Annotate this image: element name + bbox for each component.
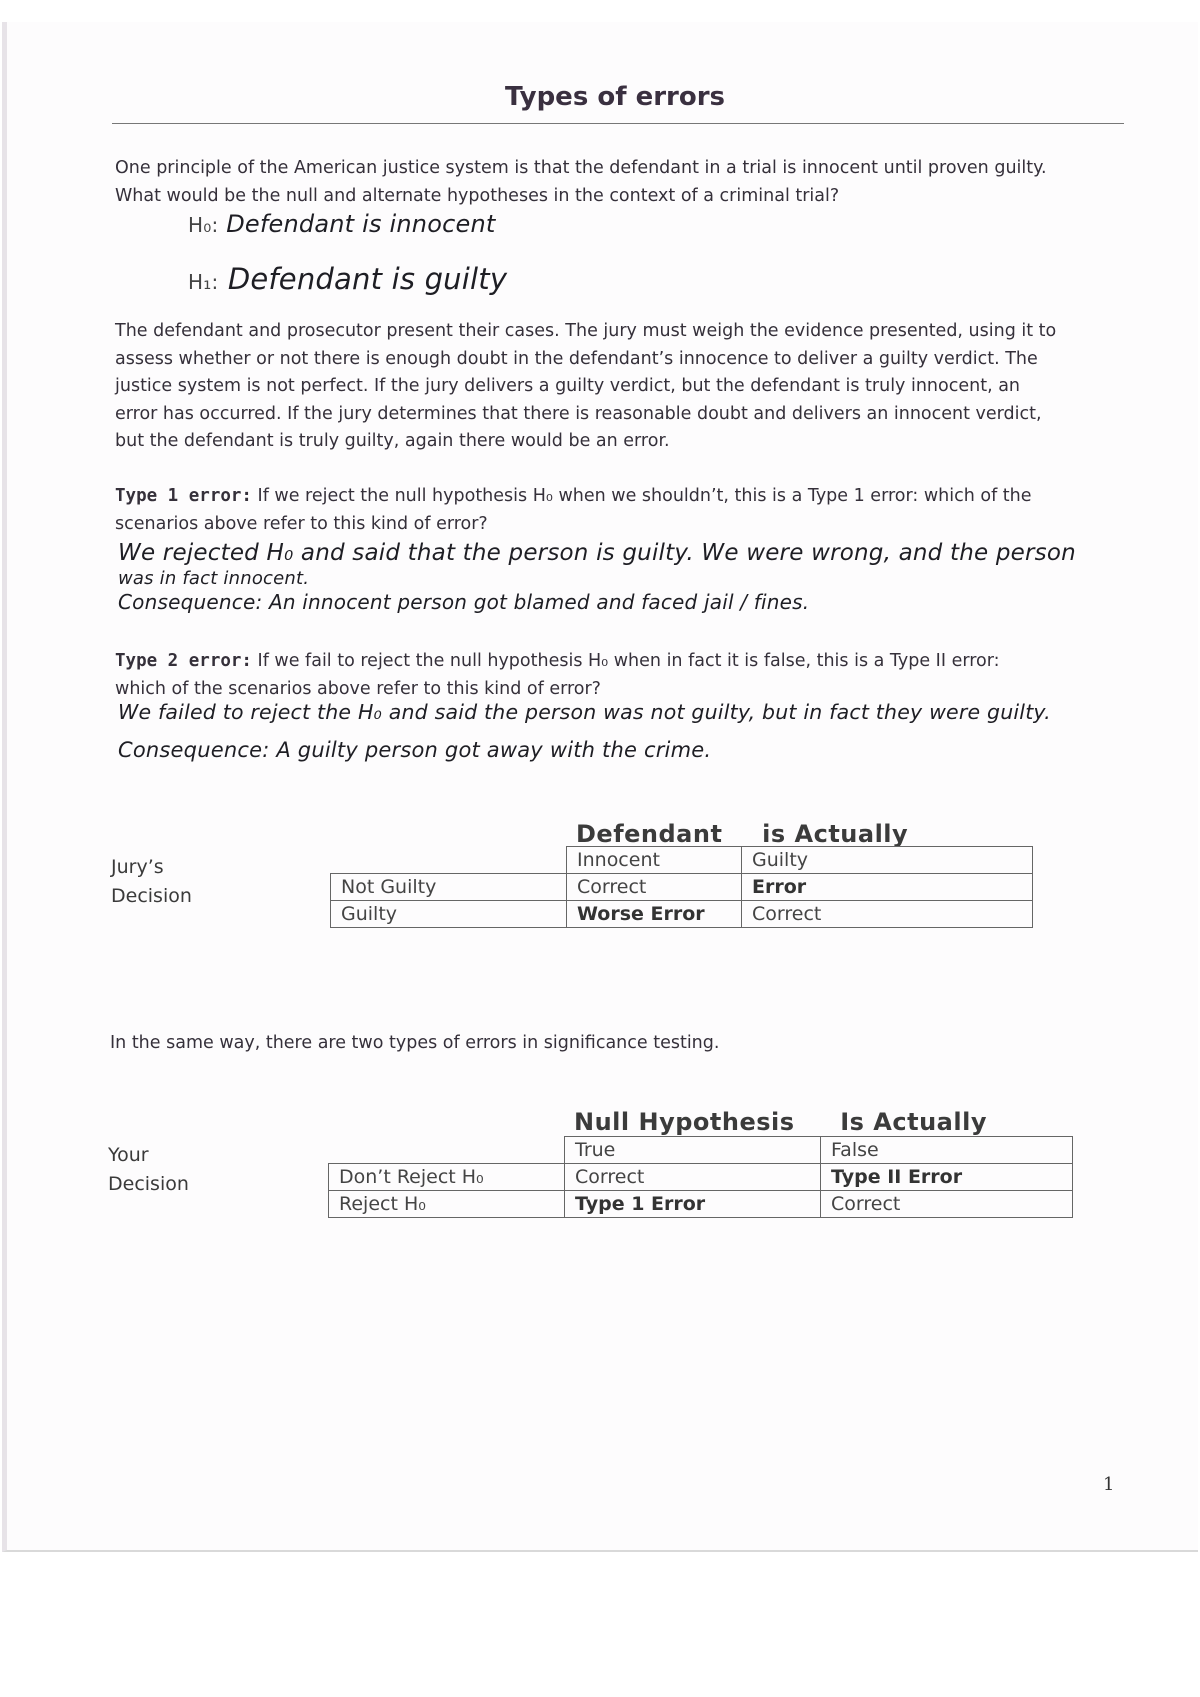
transition-text: In the same way, there are two types of errors in significance testing. xyxy=(110,1033,720,1053)
jury-side-label-line-1: Jury’s xyxy=(111,856,164,878)
table-cell: Error xyxy=(742,874,1033,901)
jury-table-header xyxy=(576,820,908,848)
jury-side-label xyxy=(111,853,192,911)
type2-question-line-1: If we fail to reject the null hypothesis H₀ when in fact it is false, this is a Type II error: xyxy=(251,651,1000,671)
table-corner xyxy=(331,847,567,874)
intro-line-1: One principle of the American justice system is that the defendant in a trial is innocent until proven guilty. xyxy=(115,158,1047,178)
type1-label: Type 1 error: xyxy=(115,486,252,506)
table-row xyxy=(329,1191,1073,1218)
table-row xyxy=(331,874,1033,901)
alternate-hypothesis xyxy=(188,262,507,296)
table-row xyxy=(331,847,1033,874)
page-number: 1 xyxy=(1103,1474,1115,1495)
hyp-side-label-line-1: Your xyxy=(108,1144,149,1166)
jury-col-guilty: Guilty xyxy=(742,847,1033,874)
h0-answer: Defendant is innocent xyxy=(226,210,496,238)
jury-col-innocent: Innocent xyxy=(567,847,742,874)
jury-side-label-line-2: Decision xyxy=(111,885,192,907)
table-cell: Correct xyxy=(821,1191,1073,1218)
jury-row-label: Guilty xyxy=(331,901,567,928)
type2-consequence: Consequence: A guilty person got away with the crime. xyxy=(118,738,712,762)
context-line-1: The defendant and prosecutor present their cases. The jury must weigh the evidence presented, using it to xyxy=(115,321,1057,341)
type2-question xyxy=(115,648,1125,703)
hypothesis-table-header xyxy=(574,1108,987,1136)
significance-test-table xyxy=(328,1136,1073,1218)
hyp-header-left: Null Hypothesis xyxy=(574,1108,795,1136)
table-cell: Type II Error xyxy=(821,1164,1073,1191)
hyp-side-label-line-2: Decision xyxy=(108,1173,189,1195)
h1-label: H₁: xyxy=(188,270,219,294)
type2-question-line-2: which of the scenarios above refer to this kind of error? xyxy=(115,678,601,699)
type1-answer-line-1: We rejected H₀ and said that the person is guilty. We were wrong, and the person xyxy=(118,540,1076,566)
table-cell: Worse Error xyxy=(567,901,742,928)
context-line-3: justice system is not perfect. If the jury delivers a guilty verdict, but the defendant is truly innocent, an xyxy=(115,376,1021,396)
null-hypothesis xyxy=(188,210,495,238)
type1-question-line-2: scenarios above refer to this kind of error? xyxy=(115,513,488,534)
hyp-col-true: True xyxy=(565,1137,821,1164)
type2-label: Type 2 error: xyxy=(115,651,252,671)
context-line-4: error has occurred. If the jury determines that there is reasonable doubt and delivers an innocent verdict, xyxy=(115,403,1042,424)
context-paragraph xyxy=(115,318,1135,456)
type1-question-line-1: If we reject the null hypothesis H₀ when we shouldn’t, this is a Type 1 error: which of the xyxy=(251,486,1032,506)
type1-answer-line-2: was in fact innocent. xyxy=(118,568,310,589)
hyp-row-label: Don’t Reject H₀ xyxy=(329,1164,565,1191)
h0-label: H₀: xyxy=(188,213,219,237)
table-cell: Correct xyxy=(567,874,742,901)
table-corner xyxy=(329,1137,565,1164)
table-row xyxy=(331,901,1033,928)
jury-header-right: is Actually xyxy=(762,820,909,848)
table-row xyxy=(329,1137,1073,1164)
jury-header-left: Defendant xyxy=(576,820,723,848)
intro-text xyxy=(115,155,1125,210)
table-cell: Type 1 Error xyxy=(565,1191,821,1218)
context-line-5: but the defendant is truly guilty, again there would be an error. xyxy=(115,431,670,451)
hyp-header-right: Is Actually xyxy=(840,1108,987,1136)
worksheet-page xyxy=(2,22,1198,1552)
type1-consequence: Consequence: An innocent person got blamed and faced jail / fines. xyxy=(118,590,810,614)
jury-decision-table xyxy=(330,846,1033,928)
hyp-row-label: Reject H₀ xyxy=(329,1191,565,1218)
type1-question xyxy=(115,483,1125,538)
h1-answer: Defendant is guilty xyxy=(227,262,508,296)
table-cell: Correct xyxy=(742,901,1033,928)
table-row xyxy=(329,1164,1073,1191)
page-title: Types of errors xyxy=(504,82,726,112)
your-decision-label xyxy=(108,1141,189,1199)
intro-line-2: What would be the null and alternate hypotheses in the context of a criminal trial? xyxy=(115,185,840,206)
hyp-col-false: False xyxy=(821,1137,1073,1164)
context-line-2: assess whether or not there is enough doubt in the defendant’s innocence to deliver a guilty verdict. The xyxy=(115,348,1038,369)
table-cell: Correct xyxy=(565,1164,821,1191)
title-underline xyxy=(112,123,1124,124)
type2-answer-line-1: We failed to reject the H₀ and said the person was not guilty, but in fact they were guilty. xyxy=(118,700,1051,724)
jury-row-label: Not Guilty xyxy=(331,874,567,901)
